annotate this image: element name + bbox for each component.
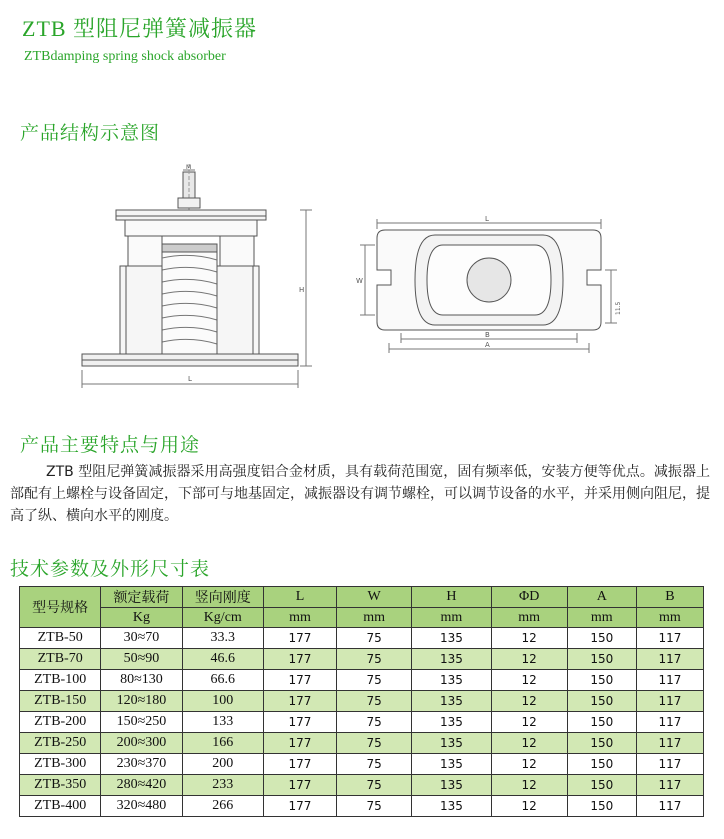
spec-table-body [20, 628, 704, 817]
table-cell: 117 [636, 691, 703, 712]
front-label-l: L [188, 375, 192, 383]
table-cell: 150 [567, 691, 636, 712]
header-unit-cell: mm [412, 608, 491, 628]
table-cell: 30≈70 [101, 628, 182, 649]
table-row [20, 628, 704, 649]
table-cell: 177 [263, 628, 336, 649]
table-cell: 200 [182, 754, 263, 775]
table-cell: 12 [491, 754, 567, 775]
header-cell: A [567, 587, 636, 608]
header-unit-cell: mm [337, 608, 412, 628]
table-cell: 33.3 [182, 628, 263, 649]
table-cell: ZTB-100 [20, 670, 101, 691]
header-unit-cell: mm [263, 608, 336, 628]
header-unit-cell: Kg [101, 608, 182, 628]
table-cell: 150 [567, 775, 636, 796]
table-cell: 150 [567, 796, 636, 817]
table-cell: 133 [182, 712, 263, 733]
page-subtitle: ZTBdamping spring shock absorber [24, 49, 226, 64]
header-row-bottom [20, 608, 704, 628]
table-cell: 75 [337, 775, 412, 796]
product-description: ZTB 型阻尼弹簧减振器采用高强度铝合金材质，具有载荷范围宽，固有频率低，安装方便等优点。减振器上部配有上螺栓与设备固定，下部可与地基固定，减振器设有调节螺栓，可以调节设备的水平，并采用侧向阻尼，提高了纵、横向水平的刚度。 [10, 464, 710, 524]
table-cell: ZTB-150 [20, 691, 101, 712]
table-cell: 150 [567, 649, 636, 670]
table-cell: 177 [263, 691, 336, 712]
table-cell: 166 [182, 733, 263, 754]
table-cell: 12 [491, 775, 567, 796]
table-cell: 117 [636, 733, 703, 754]
header-cell: 竖向刚度 [182, 587, 263, 608]
table-row [20, 754, 704, 775]
table-cell: 12 [491, 712, 567, 733]
table-cell: 75 [337, 754, 412, 775]
table-cell: 150 [567, 670, 636, 691]
table-row [20, 733, 704, 754]
spec-table [19, 586, 704, 817]
table-cell: 117 [636, 670, 703, 691]
top-label-b: B [485, 331, 490, 339]
table-cell: 150 [567, 712, 636, 733]
table-cell: 135 [412, 628, 491, 649]
table-cell: 75 [337, 649, 412, 670]
table-cell: 117 [636, 712, 703, 733]
table-cell: 177 [263, 775, 336, 796]
table-cell: 12 [491, 670, 567, 691]
table-cell: 75 [337, 670, 412, 691]
section-structure-title: 产品结构示意图 [20, 122, 161, 144]
table-cell: 135 [412, 712, 491, 733]
table-row [20, 670, 704, 691]
table-cell: 12 [491, 691, 567, 712]
front-view-drawing [70, 160, 320, 390]
table-cell: 266 [182, 796, 263, 817]
table-cell: 75 [337, 733, 412, 754]
table-cell: 177 [263, 649, 336, 670]
header-unit-cell: mm [636, 608, 703, 628]
table-cell: 117 [636, 775, 703, 796]
header-cell: 型号规格 [20, 587, 101, 628]
table-cell: 150≈250 [101, 712, 182, 733]
header-unit-cell: Kg/cm [182, 608, 263, 628]
table-row [20, 691, 704, 712]
top-label-l: L [485, 215, 489, 223]
table-cell: ZTB-250 [20, 733, 101, 754]
front-label-m: M [186, 164, 192, 171]
table-cell: 12 [491, 628, 567, 649]
table-cell: 12 [491, 796, 567, 817]
table-cell: 80≈130 [101, 670, 182, 691]
table-cell: 135 [412, 733, 491, 754]
top-label-w: W [356, 277, 363, 285]
table-cell: ZTB-50 [20, 628, 101, 649]
header-row-top [20, 587, 704, 608]
header-unit-cell: mm [491, 608, 567, 628]
page-title: ZTB 型阻尼弹簧减振器 [22, 16, 258, 41]
table-cell: 117 [636, 628, 703, 649]
table-cell: 75 [337, 712, 412, 733]
table-row [20, 712, 704, 733]
table-cell: ZTB-350 [20, 775, 101, 796]
table-cell: 75 [337, 796, 412, 817]
table-cell: 117 [636, 754, 703, 775]
top-label-a: A [485, 341, 490, 349]
header-cell: H [412, 587, 491, 608]
top-label-slot: 11.5 [615, 301, 622, 315]
table-cell: 135 [412, 649, 491, 670]
table-row [20, 649, 704, 670]
header-cell: ΦD [491, 587, 567, 608]
section-features-title: 产品主要特点与用途 [20, 434, 201, 456]
header-cell: W [337, 587, 412, 608]
front-label-h: H [299, 286, 305, 294]
spec-table-header [20, 587, 704, 628]
table-cell: 12 [491, 733, 567, 754]
table-cell: 177 [263, 733, 336, 754]
table-cell: 280≈420 [101, 775, 182, 796]
section-specs-title: 技术参数及外形尺寸表 [10, 558, 211, 580]
table-cell: 135 [412, 754, 491, 775]
table-cell: 100 [182, 691, 263, 712]
table-row [20, 775, 704, 796]
header-unit-cell: mm [567, 608, 636, 628]
table-cell: ZTB-200 [20, 712, 101, 733]
table-cell: 177 [263, 796, 336, 817]
header-cell: B [636, 587, 703, 608]
table-cell: 75 [337, 628, 412, 649]
table-cell: ZTB-300 [20, 754, 101, 775]
table-cell: ZTB-70 [20, 649, 101, 670]
header-cell: 额定载荷 [101, 587, 182, 608]
table-cell: 75 [337, 691, 412, 712]
table-row [20, 796, 704, 817]
table-cell: 135 [412, 670, 491, 691]
table-cell: 117 [636, 649, 703, 670]
table-cell: 12 [491, 649, 567, 670]
table-cell: 177 [263, 712, 336, 733]
table-cell: 66.6 [182, 670, 263, 691]
top-view-drawing [355, 215, 625, 355]
table-cell: 233 [182, 775, 263, 796]
table-cell: 230≈370 [101, 754, 182, 775]
table-cell: 320≈480 [101, 796, 182, 817]
table-cell: 135 [412, 691, 491, 712]
table-cell: 50≈90 [101, 649, 182, 670]
table-cell: 135 [412, 775, 491, 796]
table-cell: 150 [567, 733, 636, 754]
table-cell: 150 [567, 754, 636, 775]
header-cell: L [263, 587, 336, 608]
table-cell: 150 [567, 628, 636, 649]
table-cell: 46.6 [182, 649, 263, 670]
table-cell: 135 [412, 796, 491, 817]
table-cell: 120≈180 [101, 691, 182, 712]
table-cell: 177 [263, 754, 336, 775]
table-cell: 200≈300 [101, 733, 182, 754]
table-cell: 177 [263, 670, 336, 691]
table-cell: ZTB-400 [20, 796, 101, 817]
table-cell: 117 [636, 796, 703, 817]
